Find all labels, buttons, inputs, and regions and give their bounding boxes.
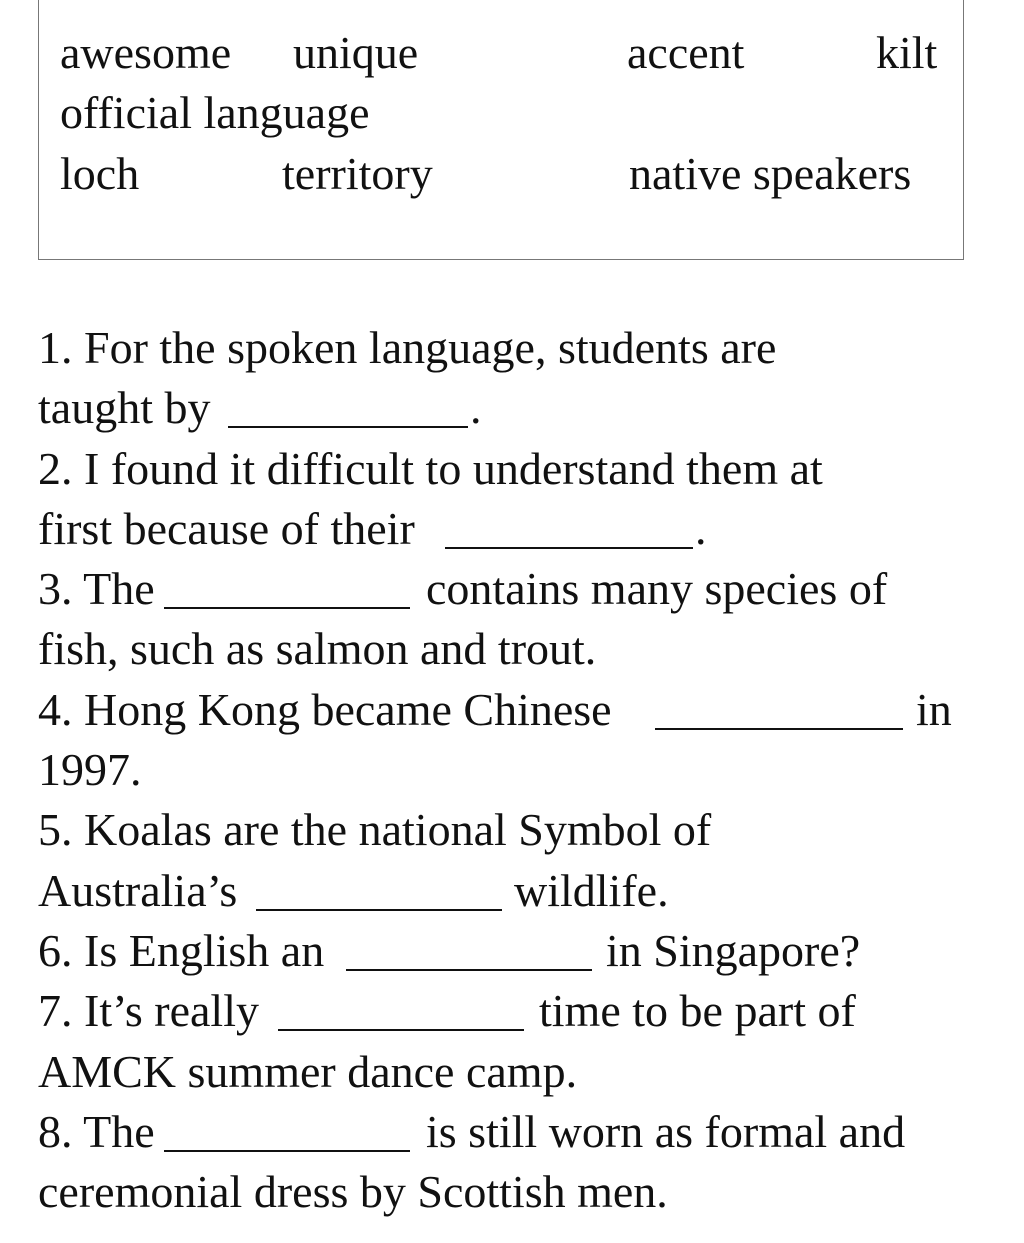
question-text: time to be part of <box>539 985 856 1037</box>
word-bank-item: unique <box>293 27 419 78</box>
question-text: 4. Hong Kong became Chinese <box>38 683 612 735</box>
question-3 <box>38 559 978 619</box>
question-8-cont <box>38 1162 978 1222</box>
question-2 <box>38 439 978 499</box>
question-text: 3. The <box>38 563 155 615</box>
answer-blank-2[interactable] <box>445 499 693 564</box>
answer-blank-3[interactable] <box>164 559 410 624</box>
question-text: ceremonial dress by Scottish men. <box>38 1166 668 1218</box>
question-text: wildlife. <box>514 864 669 916</box>
question-7-cont <box>38 1042 978 1102</box>
question-7 <box>38 981 978 1041</box>
question-8 <box>38 1102 978 1162</box>
question-6 <box>38 921 978 981</box>
question-text: contains many species of <box>426 563 888 615</box>
question-5-cont <box>38 861 978 921</box>
question-text: fish, such as salmon and trout. <box>38 623 597 675</box>
word-bank-item: official language <box>60 87 370 138</box>
answer-blank-5[interactable] <box>256 861 502 926</box>
question-1 <box>38 318 978 378</box>
question-4 <box>38 680 978 740</box>
question-text: taught by <box>38 382 211 434</box>
question-text: is still worn as formal and <box>426 1105 906 1157</box>
question-text: 5. Koalas are the national Symbol of <box>38 804 712 856</box>
question-text: 8. The <box>38 1105 155 1157</box>
question-text: . <box>695 502 707 554</box>
question-3-cont <box>38 619 978 679</box>
answer-blank-4[interactable] <box>655 680 903 745</box>
word-bank-item: accent <box>627 27 745 78</box>
word-bank-item: territory <box>282 148 433 199</box>
question-text: 7. It’s really <box>38 985 259 1037</box>
question-1-cont <box>38 378 978 438</box>
answer-blank-8[interactable] <box>164 1102 410 1167</box>
question-text: Australia’s <box>38 864 238 916</box>
question-text: AMCK summer dance camp. <box>38 1045 578 1097</box>
question-text: 2. I found it difficult to understand them at <box>38 442 823 494</box>
question-text: 1. For the spoken language, students are <box>38 322 777 373</box>
word-bank-box <box>38 0 964 260</box>
question-text: . <box>470 382 482 434</box>
question-5 <box>38 800 978 860</box>
answer-blank-1[interactable] <box>228 378 468 443</box>
question-text: 6. Is English an <box>38 924 325 976</box>
question-text: in <box>916 683 952 735</box>
word-bank-item: kilt <box>876 27 938 78</box>
question-text: 1997. <box>38 744 142 796</box>
answer-blank-6[interactable] <box>346 921 592 986</box>
question-2-cont <box>38 499 978 559</box>
word-bank-item: awesome <box>60 27 232 78</box>
answer-blank-7[interactable] <box>278 981 524 1046</box>
word-bank-item: loch <box>60 148 140 199</box>
question-text: first because of their <box>38 502 415 554</box>
question-text: in Singapore? <box>606 924 861 976</box>
question-4-cont <box>38 740 978 800</box>
question-list <box>38 318 978 1222</box>
word-bank-item: native speakers <box>629 148 912 199</box>
